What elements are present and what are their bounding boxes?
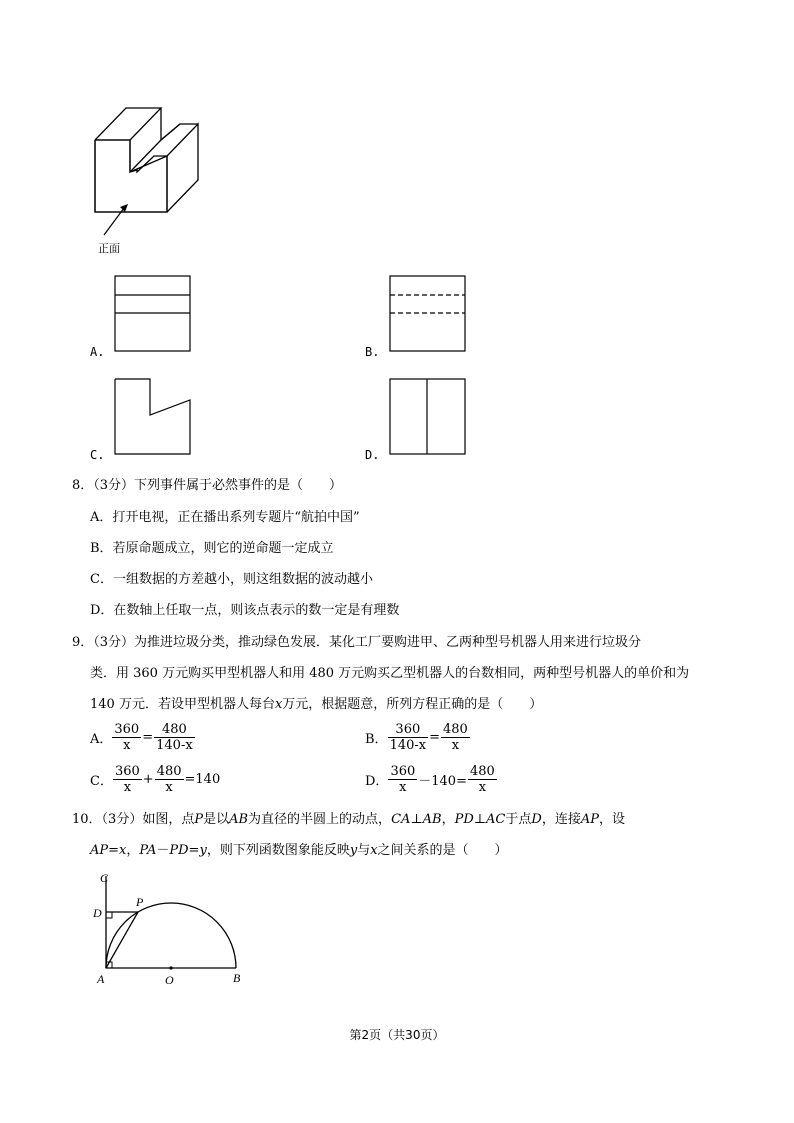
page-footer: 第2页（共30页） bbox=[349, 1028, 445, 1042]
label-C: C bbox=[100, 871, 109, 885]
front-label: 正面 bbox=[98, 242, 120, 255]
label-A: A bbox=[97, 972, 105, 986]
q9-option-c: C． $\frac{360}{x}$ + $\frac{480}{x}$ =140 bbox=[90, 764, 221, 795]
q8-option-b: B．若原命题成立，则它的逆命题一定成立 bbox=[90, 541, 334, 556]
q10-stem-line1: 10．（3分）如图，点P是以AB为直径的半圆上的动点，CA⊥AB，PD⊥AC于点D，连接AP，设 bbox=[72, 812, 625, 827]
q7-option-b-figure bbox=[389, 275, 467, 353]
q7-option-b-label: B. bbox=[365, 345, 380, 359]
q8-option-d: D．在数轴上任取一点，则该点表示的数一定是有理数 bbox=[90, 603, 400, 618]
q9-option-d: D． $\frac{360}{x}$ －140= $\frac{480}{x}$ bbox=[365, 764, 495, 795]
q9-b-frac2: $\frac{480}{x}$ bbox=[443, 722, 468, 753]
q9-a-frac1: $\frac{360}{x}$ bbox=[114, 722, 140, 753]
q8-option-a: A．打开电视，正在播出系列专题片“航拍中国” bbox=[90, 510, 360, 525]
q7-option-c-label: C. bbox=[90, 448, 105, 462]
q9-stem-line1: 9．（3分）为推进垃圾分类，推动绿色发展．某化工厂要购进甲、乙两种型号机器人用来进行垃圾分 bbox=[72, 635, 642, 650]
label-P: P bbox=[136, 895, 144, 909]
q7-option-d-figure bbox=[389, 378, 467, 456]
q9-stem-line3: 140 万元．若设甲型机器人每台x万元，根据题意，所列方程正确的是（ ） bbox=[90, 697, 543, 712]
q9-a-frac2: $\frac{480}{140-x}$ bbox=[156, 722, 193, 753]
q9-d-frac1: $\frac{360}{x}$ bbox=[390, 764, 416, 795]
q9-option-b: B． $\frac{360}{140-x}$ = $\frac{480}{x}$ bbox=[365, 722, 468, 753]
label-B: B bbox=[233, 971, 241, 985]
q9-d-frac2: $\frac{480}{x}$ bbox=[469, 764, 495, 795]
q9-b-frac1: $\frac{360}{140-x}$ bbox=[389, 722, 427, 753]
center-dot bbox=[169, 966, 172, 969]
semicircle-arc bbox=[106, 903, 236, 968]
right-angle-d bbox=[106, 912, 112, 918]
q9-stem-line2: 类．用 360 万元购买甲型机器人和用 480 万元购买乙型机器人的台数相同，两种型号机器人的单价和为 bbox=[90, 666, 690, 681]
label-D: D bbox=[93, 906, 102, 920]
q7-option-d-label: D. bbox=[365, 448, 380, 462]
q8-option-c: C．一组数据的方差越小，则这组数据的波动越小 bbox=[90, 572, 373, 587]
q7-solid-figure bbox=[90, 100, 210, 260]
q9-option-a: A． $\frac{360}{x}$ = $\frac{480}{140-x}$ bbox=[90, 722, 193, 753]
q9-c-frac1: $\frac{360}{x}$ bbox=[114, 764, 140, 795]
q10-stem-line2: AP=x，PA－PD=y，则下列函数图象能反映y与x之间关系的是（ ） bbox=[90, 843, 508, 858]
q7-option-a-figure bbox=[114, 275, 192, 353]
q8-stem: 8．（3分）下列事件属于必然事件的是（ ） bbox=[72, 478, 343, 493]
q7-option-a-label: A. bbox=[90, 345, 105, 359]
q10-semicircle-figure bbox=[88, 866, 253, 991]
q7-option-c-figure bbox=[114, 378, 192, 456]
label-O: O bbox=[165, 973, 174, 987]
segment-ap bbox=[106, 912, 138, 968]
q9-c-frac2: $\frac{480}{x}$ bbox=[156, 764, 182, 795]
